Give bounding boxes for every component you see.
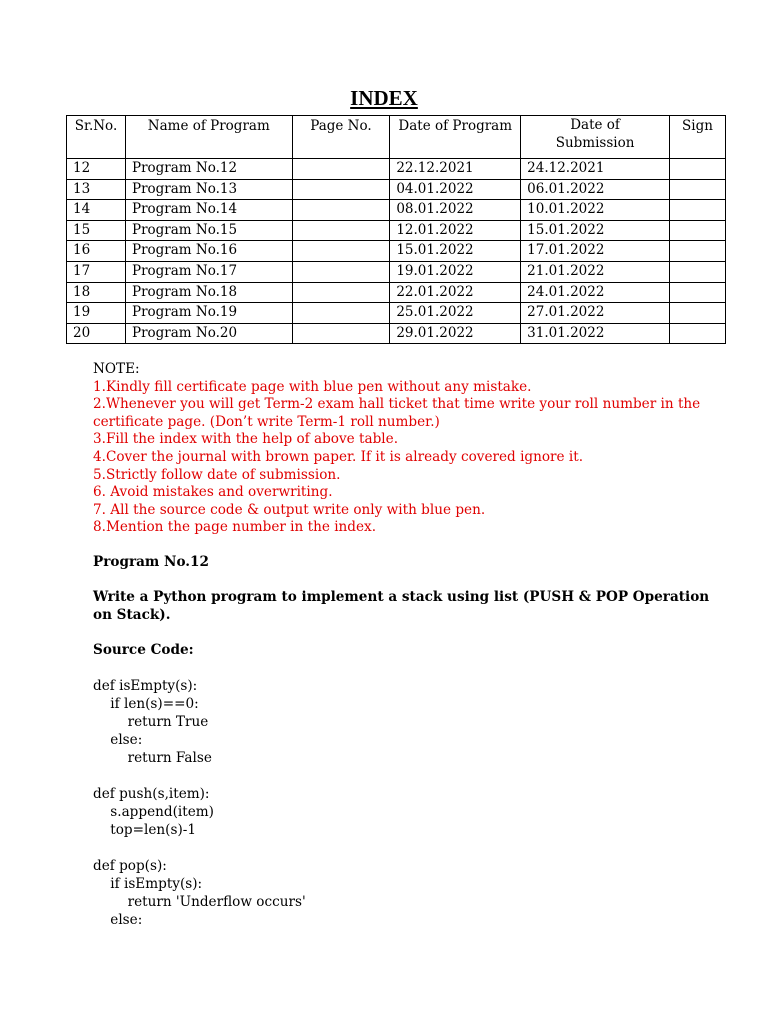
cell-page-no [292, 179, 390, 200]
cell-sign [670, 241, 726, 262]
cell-program-name: Program No.12 [125, 159, 292, 180]
code-line: return True [93, 714, 209, 730]
cell-sign [670, 159, 726, 180]
note-heading: NOTE: [93, 361, 140, 377]
note-list [93, 379, 713, 537]
note-item: 2.Whenever you will get Term-2 exam hall ticket that time write your roll number in the certificate page. (Don’t write Term-1 roll number.) [93, 396, 701, 430]
cell-program-name: Program No.18 [125, 282, 292, 303]
cell-sign [670, 323, 726, 344]
program-question: Write a Python program to implement a stack using list (PUSH & POP Operation on Stack). [93, 589, 710, 623]
note-item: 6. Avoid mistakes and overwriting. [93, 484, 333, 501]
table-row [67, 323, 726, 344]
code-line: def push(s,item): [93, 786, 210, 802]
cell-program-name: Program No.16 [125, 241, 292, 262]
header-sr-no: Sr.No. [67, 116, 126, 159]
cell-program-name: Program No.20 [125, 323, 292, 344]
cell-page-no [292, 261, 390, 282]
code-line: if len(s)==0: [93, 696, 199, 712]
source-code-block [93, 677, 713, 929]
cell-sr-no: 15 [67, 220, 126, 241]
cell-sr-no: 20 [67, 323, 126, 344]
code-line: top=len(s)-1 [93, 822, 196, 838]
cell-date-of-program: 29.01.2022 [390, 323, 521, 344]
note-item: 7. All the source code & output write only with blue pen. [93, 501, 486, 518]
cell-sign [670, 261, 726, 282]
source-code-label: Source Code: [93, 642, 194, 658]
cell-program-name: Program No.17 [125, 261, 292, 282]
table-row [67, 179, 726, 200]
cell-date-of-program: 22.01.2022 [390, 282, 521, 303]
code-line: def isEmpty(s): [93, 678, 198, 694]
cell-date-of-submission: 24.01.2022 [521, 282, 670, 303]
cell-sign [670, 282, 726, 303]
cell-sr-no: 13 [67, 179, 126, 200]
cell-program-name: Program No.13 [125, 179, 292, 200]
cell-program-name: Program No.15 [125, 220, 292, 241]
cell-page-no [292, 323, 390, 344]
cell-page-no [292, 282, 390, 303]
notes-section [93, 361, 713, 537]
code-line: return False [93, 750, 212, 766]
table-row [67, 261, 726, 282]
note-item: 3.Fill the index with the help of above table. [93, 431, 399, 448]
cell-date-of-program: 04.01.2022 [390, 179, 521, 200]
cell-page-no [292, 241, 390, 262]
cell-date-of-program: 19.01.2022 [390, 261, 521, 282]
cell-page-no [292, 303, 390, 324]
cell-date-of-submission: 21.01.2022 [521, 261, 670, 282]
cell-page-no [292, 220, 390, 241]
cell-date-of-submission: 24.12.2021 [521, 159, 670, 180]
cell-program-name: Program No.19 [125, 303, 292, 324]
index-table [66, 115, 726, 344]
cell-page-no [292, 159, 390, 180]
code-line: return 'Underflow occurs' [93, 894, 306, 910]
cell-sign [670, 200, 726, 221]
table-row [67, 220, 726, 241]
code-line: def pop(s): [93, 858, 167, 874]
code-line [93, 767, 713, 785]
table-row [67, 241, 726, 262]
cell-sign [670, 303, 726, 324]
code-line: else: [93, 912, 143, 928]
cell-page-no [292, 200, 390, 221]
table-row [67, 159, 726, 180]
note-item: 4.Cover the journal with brown paper. If it is already covered ignore it. [93, 448, 584, 465]
cell-sr-no: 17 [67, 261, 126, 282]
cell-program-name: Program No.14 [125, 200, 292, 221]
header-sign: Sign [670, 116, 726, 159]
cell-sr-no: 12 [67, 159, 126, 180]
program-heading: Program No.12 [93, 554, 209, 570]
code-line: s.append(item) [93, 804, 214, 820]
cell-sr-no: 14 [67, 200, 126, 221]
cell-sr-no: 19 [67, 303, 126, 324]
cell-date-of-program: 12.01.2022 [390, 220, 521, 241]
cell-date-of-submission: 06.01.2022 [521, 179, 670, 200]
table-body [67, 159, 726, 344]
cell-date-of-submission: 31.01.2022 [521, 323, 670, 344]
cell-sr-no: 16 [67, 241, 126, 262]
note-item: 1.Kindly fill certificate page with blue pen without any mistake. [93, 378, 532, 395]
table-row [67, 200, 726, 221]
note-item: 5.Strictly follow date of submission. [93, 466, 341, 483]
cell-date-of-program: 08.01.2022 [390, 200, 521, 221]
header-date-of-submission: Date of Submission [521, 116, 670, 159]
page-title: INDEX [350, 86, 418, 110]
header-page-no: Page No. [292, 116, 390, 159]
cell-sr-no: 18 [67, 282, 126, 303]
table-row [67, 303, 726, 324]
table-row [67, 282, 726, 303]
cell-date-of-submission: 15.01.2022 [521, 220, 670, 241]
code-line [93, 839, 713, 857]
note-item: 8.Mention the page number in the index. [93, 519, 377, 536]
cell-sign [670, 179, 726, 200]
header-program-name: Name of Program [125, 116, 292, 159]
cell-date-of-program: 22.12.2021 [390, 159, 521, 180]
code-line: else: [93, 732, 143, 748]
table-header-row [67, 116, 726, 159]
cell-date-of-submission: 10.01.2022 [521, 200, 670, 221]
cell-date-of-submission: 27.01.2022 [521, 303, 670, 324]
cell-sign [670, 220, 726, 241]
code-line: if isEmpty(s): [93, 876, 203, 892]
cell-date-of-program: 25.01.2022 [390, 303, 521, 324]
header-date-of-program: Date of Program [390, 116, 521, 159]
cell-date-of-program: 15.01.2022 [390, 241, 521, 262]
cell-date-of-submission: 17.01.2022 [521, 241, 670, 262]
